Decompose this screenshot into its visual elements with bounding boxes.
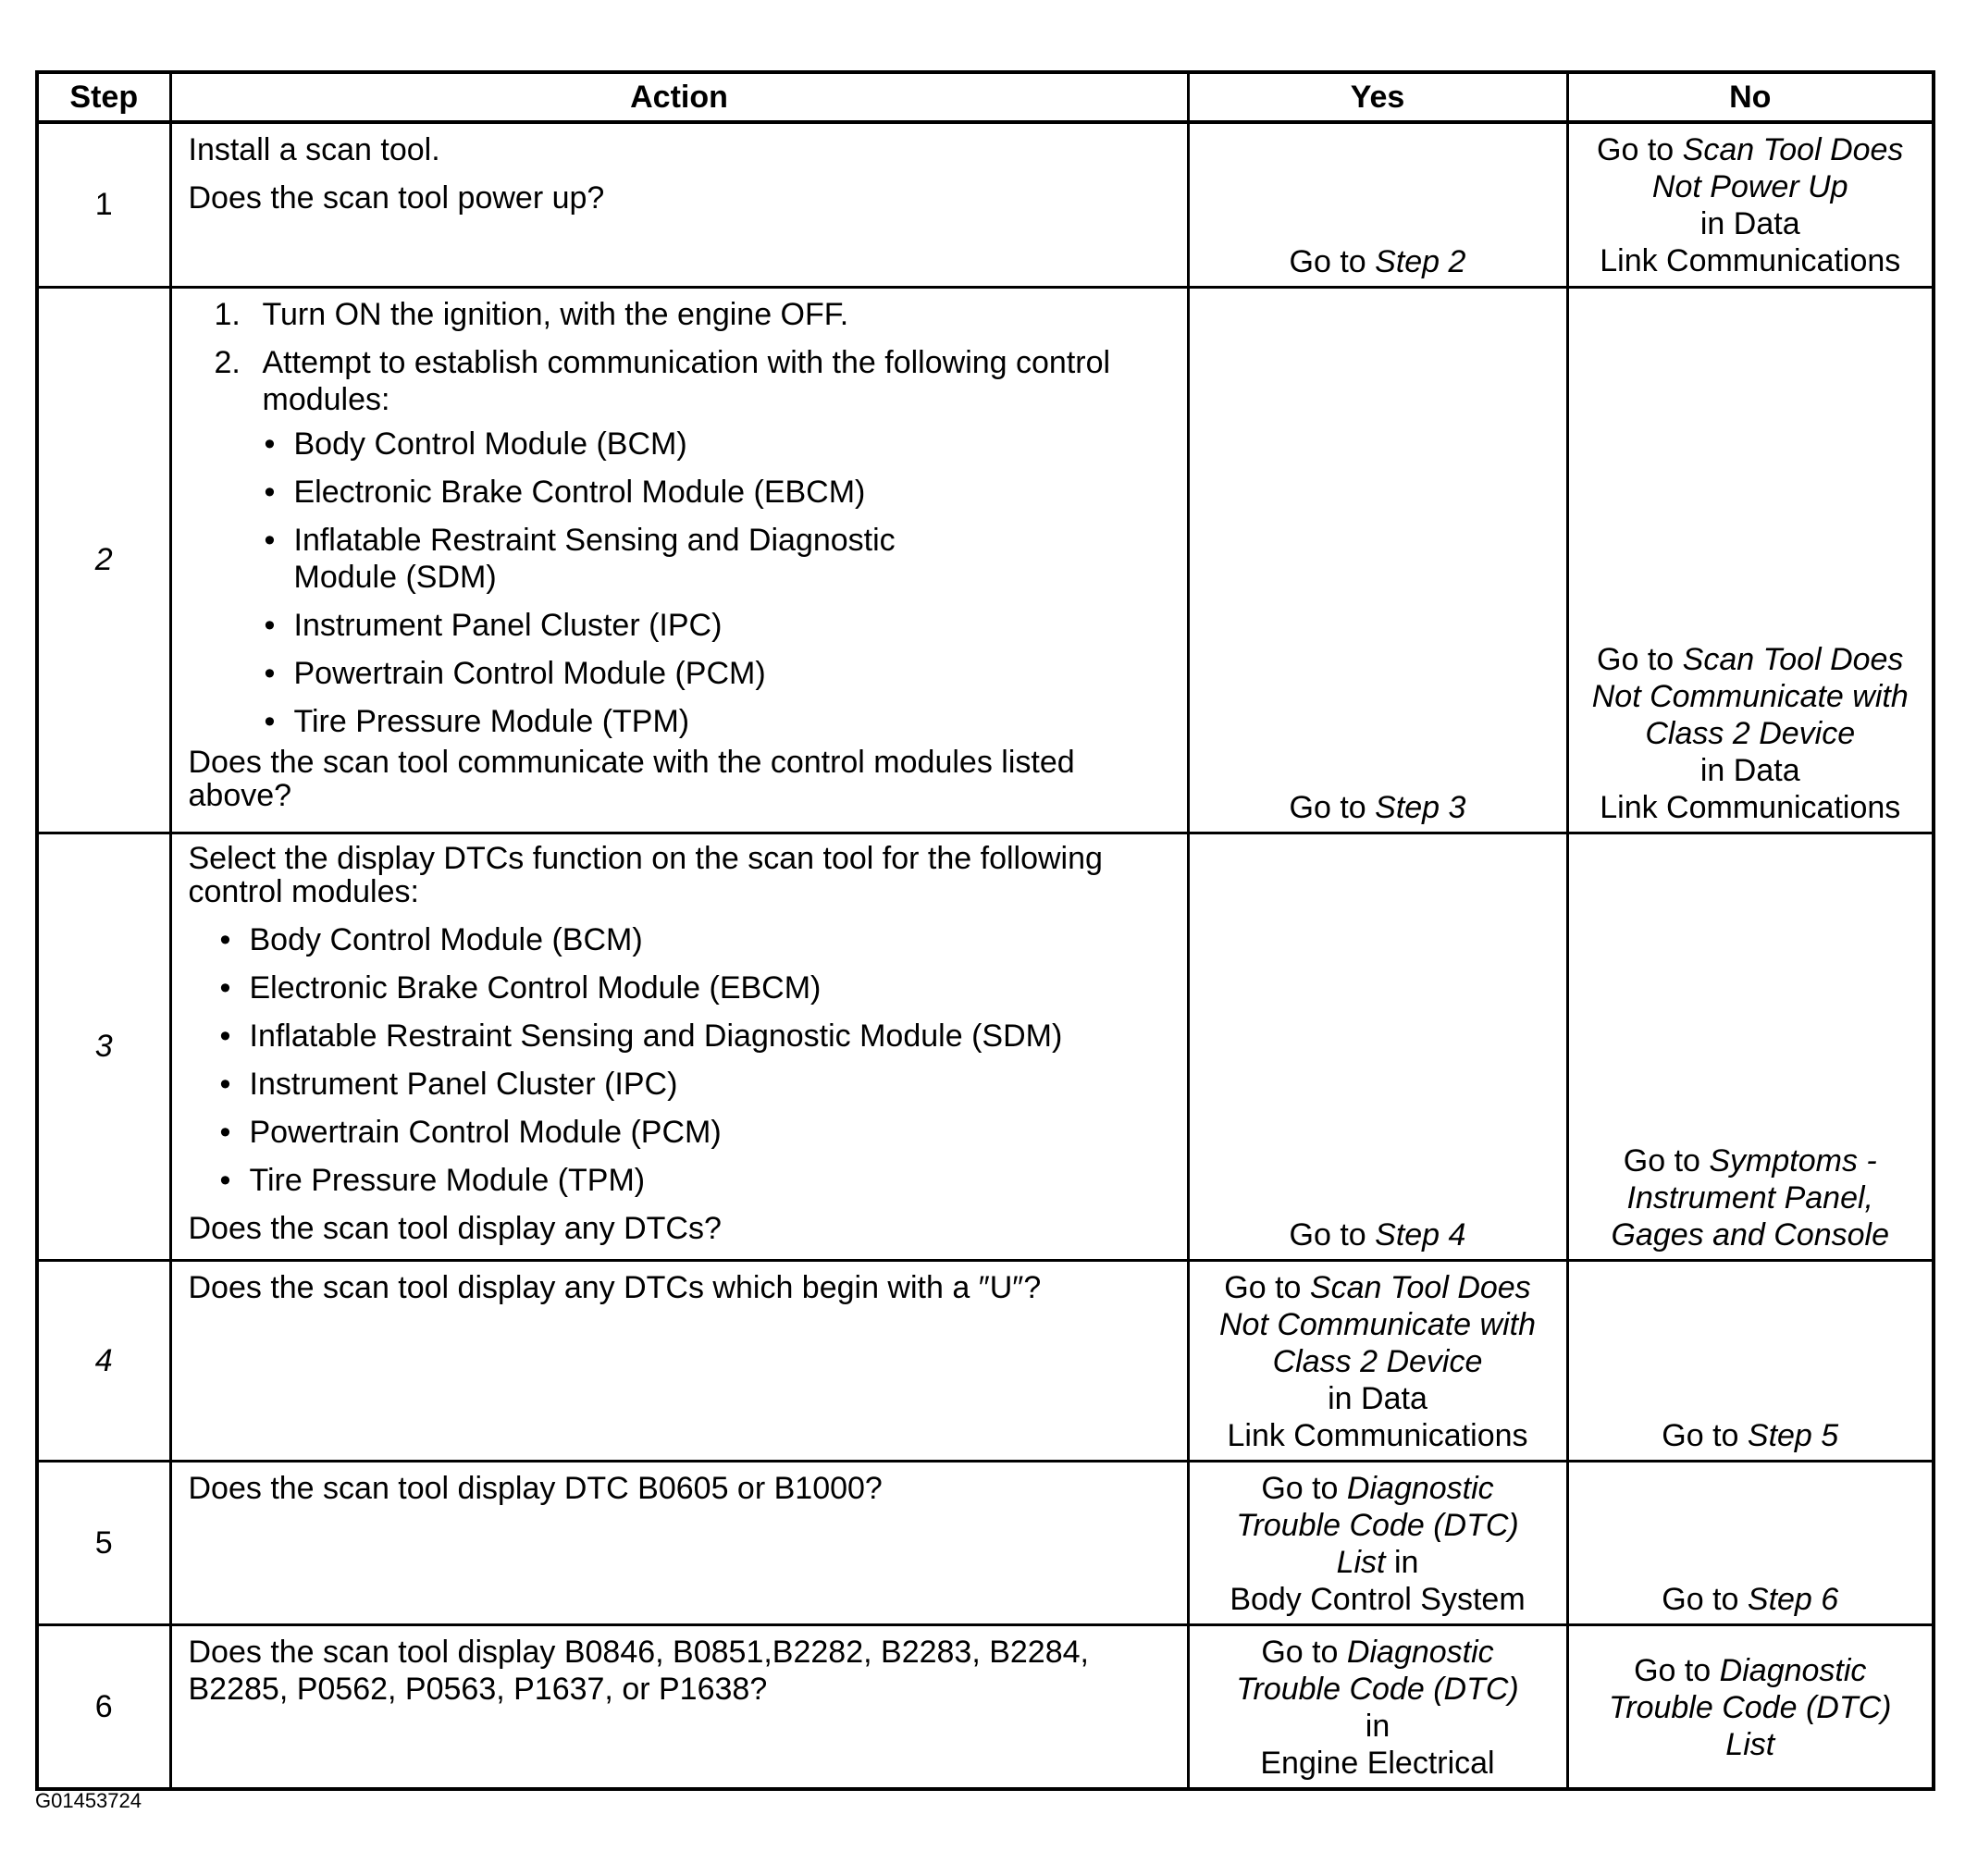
yes-link-step-2[interactable]: Step 2: [1375, 243, 1466, 279]
yes-link-title-2[interactable]: Trouble Code (DTC): [1236, 1671, 1519, 1707]
no-link-step-6[interactable]: Step 6: [1747, 1581, 1839, 1617]
yes-in: in: [1365, 1708, 1390, 1744]
yes-prefix: Go to: [1261, 1470, 1347, 1506]
yes-link-title-3[interactable]: Class 2 Device: [1272, 1343, 1483, 1379]
action-text: Select the display DTCs function on the scan tool for the following control modules:: [188, 840, 1103, 909]
list-item: • Inflatable Restraint Sensing and Diagnostic Module (SDM): [263, 522, 942, 596]
action-cell: [170, 122, 1188, 287]
yes-cell: [1188, 1624, 1567, 1789]
list-item: • Body Control Module (BCM): [218, 921, 1174, 958]
yes-cell: [1188, 833, 1567, 1260]
module-bullet-list: [263, 426, 1174, 740]
list-item: • Instrument Panel Cluster (IPC): [218, 1066, 1174, 1103]
yes-location: Engine Electrical: [1260, 1745, 1495, 1781]
header-no: No: [1567, 72, 1934, 122]
no-location-2: Link Communications: [1600, 243, 1901, 278]
action-cell: [170, 1461, 1188, 1624]
table-row-step-6: [37, 1624, 1934, 1789]
no-cell: [1567, 1461, 1934, 1624]
no-link-title-1[interactable]: Symptoms -: [1709, 1142, 1877, 1179]
list-item: • Electronic Brake Control Module (EBCM): [218, 969, 1174, 1006]
list-item: • Tire Pressure Module (TPM): [218, 1162, 1174, 1199]
header-action: Action: [170, 72, 1188, 122]
yes-cell: [1188, 1461, 1567, 1624]
no-link-title-1[interactable]: Scan Tool Does: [1682, 132, 1904, 167]
no-prefix: Go to: [1662, 1581, 1748, 1617]
step-number: 4: [37, 1260, 170, 1461]
table-row-step-4: [37, 1260, 1934, 1461]
action-question: Does the scan tool communicate with the control modules listed above?: [188, 744, 1075, 813]
no-link-title-2[interactable]: Not Power Up: [1651, 169, 1848, 204]
no-link-title-1[interactable]: Diagnostic: [1719, 1652, 1867, 1688]
action-cell: [170, 1624, 1188, 1789]
figure-id: G01453724: [35, 1789, 142, 1812]
no-location-1: in Data: [1699, 752, 1800, 788]
yes-link-step-3[interactable]: Step 3: [1375, 789, 1466, 825]
diagnostic-table: [35, 70, 1935, 1791]
header-step: Step: [37, 72, 170, 122]
list-item: • Powertrain Control Module (PCM): [218, 1114, 1174, 1151]
yes-link-title-2[interactable]: Trouble Code (DTC): [1236, 1507, 1519, 1543]
action-cell: [170, 1260, 1188, 1461]
no-link-step-5[interactable]: Step 5: [1747, 1417, 1839, 1453]
no-cell: [1567, 833, 1934, 1260]
yes-cell: [1188, 1260, 1567, 1461]
no-cell: [1567, 1260, 1934, 1461]
action-numbered-list: [189, 296, 1174, 740]
table-header-row: [37, 72, 1934, 122]
yes-location-2: Link Communications: [1227, 1417, 1528, 1453]
yes-location: Body Control System: [1230, 1581, 1526, 1617]
yes-cell: [1188, 287, 1567, 833]
yes-link-step-4[interactable]: Step 4: [1375, 1216, 1466, 1253]
list-item: • Body Control Module (BCM): [263, 426, 1174, 463]
no-link-title-3[interactable]: List: [1725, 1726, 1775, 1762]
step-number: 5: [37, 1461, 170, 1624]
no-prefix: Go to: [1623, 1142, 1710, 1179]
no-link-title-2[interactable]: Trouble Code (DTC): [1609, 1689, 1892, 1725]
action-question: Does the scan tool display DTC B0605 or B1000?: [188, 1470, 883, 1506]
list-item: 2. Attempt to establish communication with the following control modules: • Body Control Module (BCM) • Electronic Brake Control Module (EBCM) • Inflatable Restraint Sensing and Diagnostic Module (SDM) • Instrument Panel Cluster (IPC) • Powertrain Control Module (PCM) • Tire Pressure Module (TPM): [215, 344, 1174, 740]
action-question: Does the scan tool display any DTCs?: [188, 1210, 722, 1246]
diagnostic-table-container: [35, 70, 1932, 1791]
no-prefix: Go to: [1597, 641, 1683, 677]
no-cell: [1567, 1624, 1934, 1789]
yes-link-title-1[interactable]: Scan Tool Does: [1309, 1269, 1531, 1305]
no-location-1: in Data: [1699, 206, 1800, 241]
yes-link-title-1[interactable]: Diagnostic: [1346, 1634, 1494, 1670]
table-row-step-2: [37, 287, 1934, 833]
action-cell: [170, 287, 1188, 833]
list-item: • Instrument Panel Cluster (IPC): [263, 607, 1174, 644]
step-number: 2: [37, 287, 170, 833]
action-question: Does the scan tool display any DTCs which begin with a ″U″?: [188, 1269, 1042, 1305]
no-cell: [1567, 287, 1934, 833]
list-item: • Powertrain Control Module (PCM): [263, 655, 1174, 692]
yes-link-title-1[interactable]: Diagnostic: [1346, 1470, 1494, 1506]
no-location-2: Link Communications: [1600, 789, 1901, 825]
list-item: • Inflatable Restraint Sensing and Diagnostic Module (SDM): [218, 1018, 1174, 1055]
no-link-title-2[interactable]: Not Communicate with: [1591, 678, 1909, 714]
step-number: 1: [37, 122, 170, 287]
yes-link-title-2[interactable]: Not Communicate with: [1218, 1306, 1536, 1342]
action-question: Does the scan tool display B0846, B0851,B2282, B2283, B2284, B2285, P0562, P0563, P1637, or P1638?: [188, 1634, 1089, 1707]
list-item: • Electronic Brake Control Module (EBCM): [263, 474, 1174, 511]
no-link-title-3[interactable]: Gages and Console: [1611, 1216, 1890, 1253]
yes-link-title-3[interactable]: List: [1336, 1544, 1386, 1580]
no-cell: [1567, 122, 1934, 287]
yes-location-1: in Data: [1328, 1380, 1427, 1416]
yes-prefix: Go to: [1261, 1634, 1347, 1670]
no-prefix: Go to: [1597, 132, 1683, 167]
yes-cell: [1188, 122, 1567, 287]
action-cell: [170, 833, 1188, 1260]
no-link-title-1[interactable]: Scan Tool Does: [1682, 641, 1904, 677]
table-row-step-1: [37, 122, 1934, 287]
yes-prefix: Go to: [1289, 1216, 1376, 1253]
no-prefix: Go to: [1662, 1417, 1748, 1453]
no-link-title-2[interactable]: Instrument Panel,: [1626, 1179, 1873, 1216]
step-number: 3: [37, 833, 170, 1260]
table-row-step-3: [37, 833, 1934, 1260]
yes-prefix: Go to: [1289, 243, 1376, 279]
step-number: 6: [37, 1624, 170, 1789]
yes-prefix: Go to: [1224, 1269, 1310, 1305]
table-row-step-5: [37, 1461, 1934, 1624]
action-text: Install a scan tool.: [188, 132, 440, 167]
no-prefix: Go to: [1634, 1652, 1720, 1688]
action-question: Does the scan tool power up?: [188, 180, 605, 216]
yes-prefix: Go to: [1289, 789, 1376, 825]
list-item: • Tire Pressure Module (TPM): [263, 703, 1174, 740]
header-yes: Yes: [1188, 72, 1567, 122]
no-link-title-3[interactable]: Class 2 Device: [1645, 715, 1856, 751]
module-bullet-list: [189, 921, 1174, 1199]
yes-in: in: [1385, 1544, 1419, 1580]
list-item: 1. Turn ON the ignition, with the engine OFF.: [214, 296, 849, 332]
